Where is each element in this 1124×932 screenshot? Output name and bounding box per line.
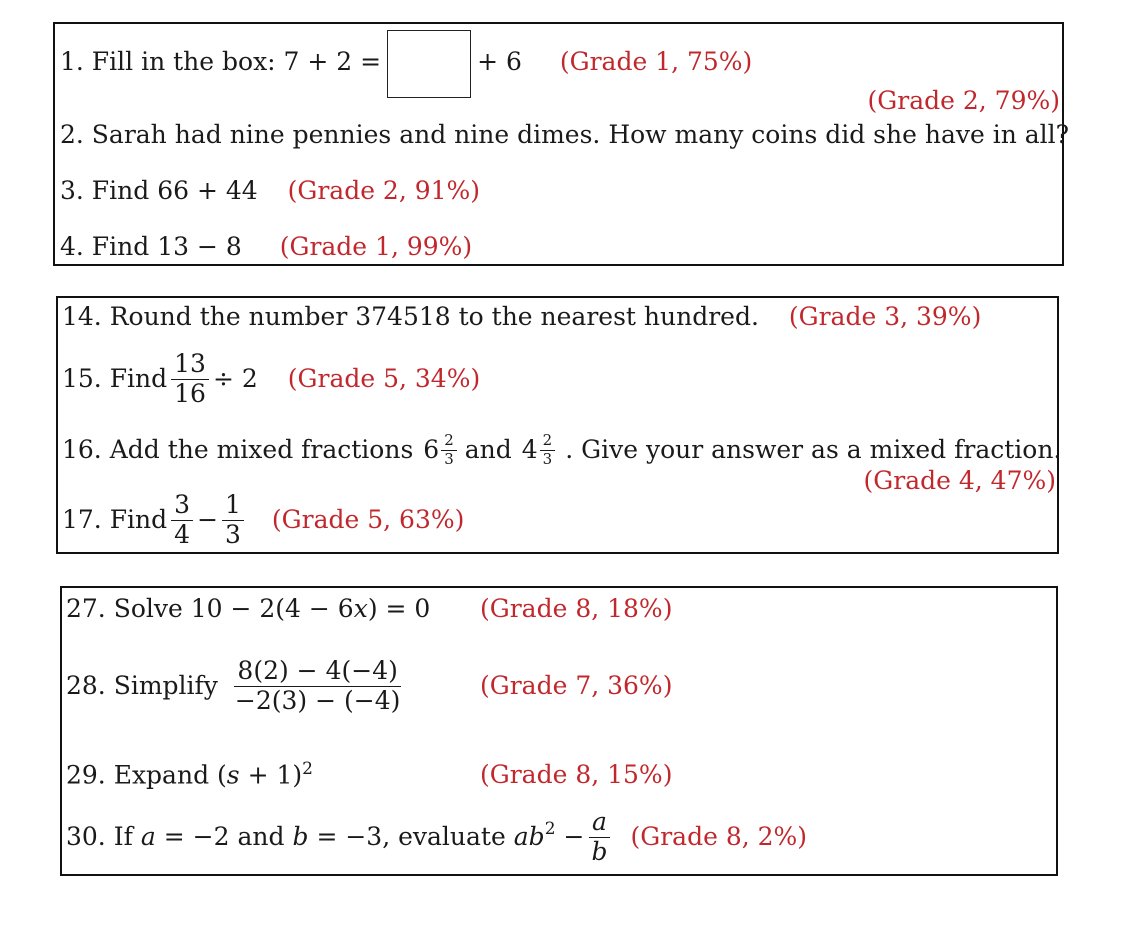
q28-grade: (Grade 7, 36%) <box>480 671 673 700</box>
q14-grade: (Grade 3, 39%) <box>788 302 982 331</box>
q17-grade: (Grade 5, 63%) <box>271 505 465 534</box>
question-27 <box>66 594 430 624</box>
q16-and: and <box>464 435 512 464</box>
q15-operator: ÷ 2 <box>212 364 258 393</box>
q1-expr-left: 7 + 2 = <box>283 47 382 76</box>
q28-denominator: −2(3) − (−4) <box>234 685 401 715</box>
q29-label: 29. Expand ( <box>66 760 227 790</box>
q27-text: 27. Solve 10 − 2(4 − 6 <box>66 594 354 623</box>
q29-var: s <box>226 760 240 790</box>
q28-fraction <box>232 657 403 716</box>
question-1 <box>60 28 752 96</box>
q28-label: 28. Simplify <box>66 671 218 700</box>
q16-den-2: 3 <box>542 449 553 468</box>
question-14 <box>62 302 981 332</box>
question-16 <box>62 430 1061 470</box>
question-28 <box>66 648 407 724</box>
q16-whole-2: 4 <box>521 435 538 464</box>
q17-den-2: 3 <box>225 519 241 549</box>
q15-fraction <box>171 350 209 409</box>
question-3 <box>60 176 480 206</box>
q30-ab: ab <box>513 822 545 851</box>
q29-grade: (Grade 8, 15%) <box>480 760 673 789</box>
q2-grade: (Grade 2, 79%) <box>867 86 1060 115</box>
question-15 <box>62 344 480 414</box>
q30-var-a: a <box>140 822 156 851</box>
q27-close: ) = 0 <box>367 594 431 623</box>
q30-fraction <box>588 808 610 867</box>
q16-tail: . Give your answer as a mixed fraction. <box>565 435 1062 464</box>
q30-b-value: = −3, evaluate <box>316 822 506 851</box>
q15-label: 15. Find <box>62 364 168 393</box>
q15-numerator: 13 <box>171 350 209 380</box>
q16-grade: (Grade 4, 47%) <box>863 466 1056 495</box>
q30-minus: − <box>563 822 585 851</box>
question-17 <box>62 488 464 552</box>
q15-denominator: 16 <box>174 378 206 408</box>
q4-text: 4. Find 13 − 8 <box>60 232 242 261</box>
q16-frac-2 <box>540 432 556 468</box>
q1-grade: (Grade 1, 75%) <box>559 47 753 76</box>
answer-box <box>387 30 471 98</box>
q28-numerator: 8(2) − 4(−4) <box>234 657 400 687</box>
q29-exponent: 2 <box>302 759 313 779</box>
q14-text: 14. Round the number 374518 to the nearest hundred. <box>62 302 759 331</box>
q17-num-1: 3 <box>171 491 193 521</box>
q17-frac-1 <box>171 491 193 550</box>
question-2: 2. Sarah had nine pennies and nine dimes. How many coins did she have in all? <box>60 120 1070 149</box>
q17-frac-2 <box>222 491 244 550</box>
q29-mid: + 1) <box>239 760 303 790</box>
question-30 <box>66 804 807 870</box>
q16-num-1: 2 <box>441 432 457 450</box>
question-4 <box>60 232 472 262</box>
q15-grade: (Grade 5, 34%) <box>287 364 481 393</box>
question-29 <box>66 754 313 790</box>
q17-num-2: 1 <box>222 491 244 521</box>
q30-var-b: b <box>292 822 309 851</box>
q4-grade: (Grade 1, 99%) <box>279 232 473 261</box>
q30-numerator: a <box>589 808 610 838</box>
q27-var: x <box>353 594 368 623</box>
q3-grade: (Grade 2, 91%) <box>287 176 481 205</box>
q30-a-value: = −2 and <box>163 822 285 851</box>
q17-label: 17. Find <box>62 505 168 534</box>
q3-text: 3. Find 66 + 44 <box>60 176 258 205</box>
q16-frac-1 <box>441 432 457 468</box>
q1-expr-right: + 6 <box>477 47 522 76</box>
q30-label: 30. If <box>66 822 133 851</box>
q30-grade: (Grade 8, 2%) <box>630 822 808 851</box>
q16-label: 16. Add the mixed fractions <box>62 435 414 464</box>
q30-denominator: b <box>591 836 608 866</box>
q16-den-1: 3 <box>444 449 454 468</box>
q17-operator: − <box>197 505 219 534</box>
q16-whole-1: 6 <box>423 435 440 464</box>
q17-den-1: 4 <box>174 519 191 549</box>
q1-label: 1. Fill in the box: <box>60 47 276 76</box>
q27-grade: (Grade 8, 18%) <box>480 594 673 623</box>
q30-exponent: 2 <box>544 819 556 839</box>
q16-num-2: 2 <box>540 432 556 450</box>
